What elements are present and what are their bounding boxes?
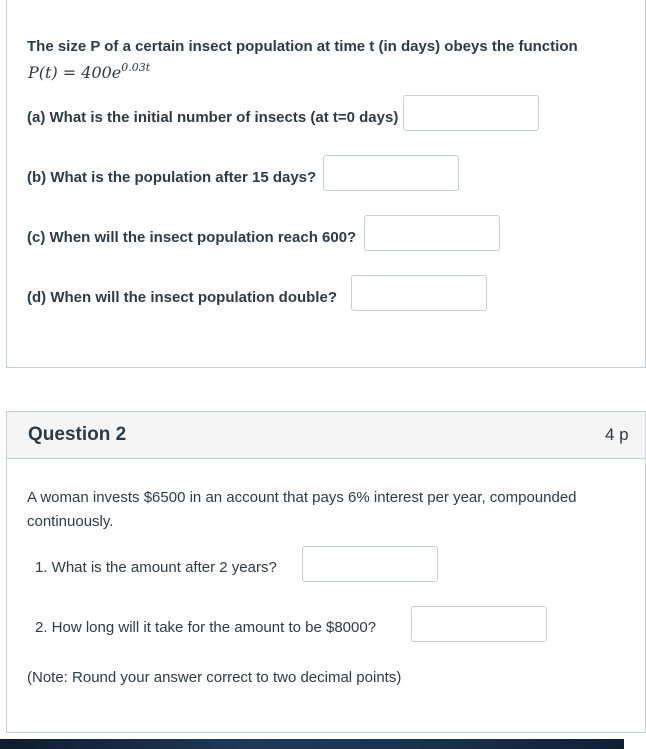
- part-d-answer-input[interactable]: [351, 275, 487, 311]
- question-2-header: [7, 412, 645, 459]
- footer-bar: [0, 739, 624, 749]
- part-d-label: (d) When will the insect population double?: [27, 289, 337, 306]
- formula-exponent: 0.03t: [121, 61, 151, 74]
- item-1-label: 1. What is the amount after 2 years?: [35, 559, 277, 576]
- part-a-label: (a) What is the initial number of insects (at t=0 days): [27, 109, 399, 126]
- question-1-intro: The size P of a certain insect population at time t (in days) obeys the function: [27, 38, 578, 55]
- question-2-text-line-2: continuously.: [27, 513, 114, 530]
- part-c-answer-input[interactable]: [364, 215, 500, 251]
- rounding-note: (Note: Round your answer correct to two decimal points): [27, 669, 402, 686]
- part-a-answer-input[interactable]: [403, 95, 539, 131]
- item-2-label: 2. How long will it take for the amount to be $8000?: [35, 619, 377, 636]
- question-2-points: 4 p: [605, 425, 629, 444]
- question-2-text-line-1: A woman invests $6500 in an account that pays 6% interest per year, compounded: [27, 489, 577, 506]
- part-b-answer-input[interactable]: [323, 155, 459, 191]
- item-2-answer-input[interactable]: [411, 606, 547, 642]
- part-c-label: (c) When will the insect population reach 600?: [27, 229, 357, 246]
- item-1-answer-input[interactable]: [302, 546, 438, 582]
- part-b-label: (b) What is the population after 15 days?: [27, 169, 317, 186]
- formula-base: P(t) = 400e: [28, 63, 122, 82]
- population-formula: [28, 61, 150, 82]
- question-2-title: Question 2: [28, 424, 127, 445]
